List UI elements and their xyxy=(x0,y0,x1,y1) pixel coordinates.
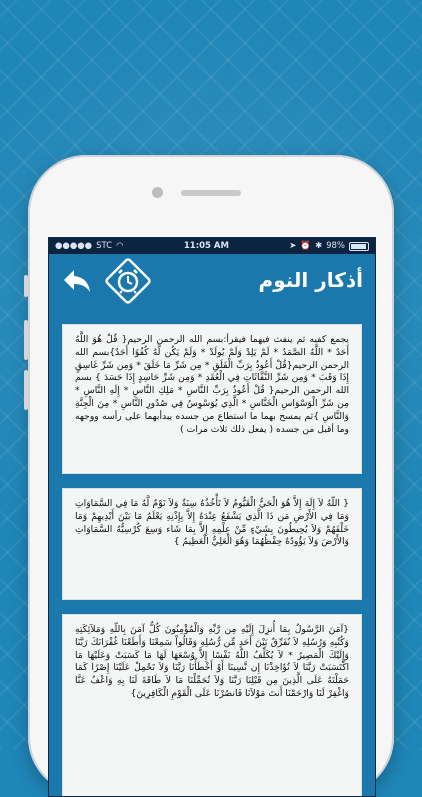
back-arrow-icon xyxy=(62,267,92,295)
page-title: أذكار النوم xyxy=(258,268,363,292)
app-header xyxy=(49,254,375,309)
dhikr-text: {آمَنَ الرَّسُولُ بِمَا أُنزِلَ إِلَيْهِ مِن رَّبِّهِ وَالْمُؤْمِنُونَ كُلٌّ آمَنَ بِاللّهِ وَمَلآئِكَتِهِ وَكُتُبِهِ وَرُسُلِهِ لاَ نُفَرِّقُ بَيْنَ أَحَدٍ مِّن رُّسُلِهِ وَقَالُواْ سَمِعْنَا وَأَطَعْنَا غُفْرَانَكَ رَبَّنَا وَإِلَيْكَ الْمَصِيرُ * لاَ يُكَلِّفُ اللّهُ نَفْسًا إِلاَّ وُسْعَهَا لَهَا مَا كَسَبَتْ وَعَلَيْهَا مَا اكْتَسَبَتْ رَبَّنَا لاَ تُؤَاخِذْنَا إِن نَّسِينَا أَوْ أَخْطَأْنَا رَبَّنَا وَلاَ تَحْمِلْ عَلَيْنَا إِصْرًا كَمَا حَمَلْتَهُ عَلَى الَّذِينَ مِن قَبْلِنَا رَبَّنَا وَلاَ تُحَمِّلْنَا مَا لاَ طَاقَةَ لَنَا بِهِ وَاعْفُ عَنَّا وَاغْفِرْ لَنَا وَارْحَمْنَا أَنتَ مَوْلاَنَا فَانصُرْنَا عَلَى الْقَوْمِ الْكَافِرِينَ} xyxy=(75,624,349,699)
phone-volume-down xyxy=(24,370,28,410)
dhikr-text: يجمع كفيه ثم ينفث فيهما فيقرأ:بسم الله الرحمن الرحيم{ قُلْ هُوَ اللَّهُ أَحَدٌ * اللَّهُ الصَّمَدُ * لَمْ يَلِدْ وَلَمْ يُولَدْ * وَلَمْ يَكُن لَّهُ كُفُوًا أَحَدٌ}بسم الله الرحمن الرحيم{قُلْ أَعُوذُ بِرَبِّ الْفَلَقِ * مِن شَرِّ مَا خَلَقَ * وَمِن شَرِّ غَاسِقٍ إِذَا وَقَبَ * وَمِن شَرِّ النَّفَّاثَاتِ فِي الْعُقَدِ * وَمِن شَرِّ حَاسِدٍ إِذَا حَسَدَ } بسم الله الرحمن الرحيم{ قُلْ أَعُوذُ بِرَبِّ النَّاسِ * مَلِكِ النَّاسِ * إِلَهِ النَّاسِ * مِن شَرِّ الْوَسْوَاسِ الْخَنَّاسِ * الَّذِي يُوَسْوِسُ فِي صُدُورِ النَّاسِ * مِنَ الْجِنَّةِ وَالنَّاسِ }ثم يمسح بهما ما استطاع من جسده يبدأبهما على رأسه ووجهه وما أقبل من جسده ( يفعل ذلك ثلاث مرات ) xyxy=(75,334,349,435)
bluetooth-icon: ✱ xyxy=(314,241,323,251)
alarm-status-icon: ⏰ xyxy=(300,241,311,251)
location-icon: ➤ xyxy=(289,241,297,251)
content-list[interactable] xyxy=(49,308,375,796)
dhikr-card[interactable] xyxy=(62,614,362,796)
signal-icon: ●●●●● xyxy=(55,241,93,251)
phone-speaker xyxy=(181,190,241,196)
battery-percent: 98% xyxy=(326,241,345,251)
phone-frame xyxy=(28,155,394,795)
dhikr-text: { اللّهُ لاَ إِلَهَ إِلاَّ هُوَ الْحَيُّ الْقَيُّومُ لاَ تَأْخُذُهُ سِنَةٌ وَلاَ نَوْمٌ لَّهُ مَا فِي السَّمَاوَاتِ وَمَا فِي الأَرْضِ مَن ذَا الَّذِي يَشْفَعُ عِنْدَهُ إِلاَّ بِإِذْنِهِ يَعْلَمُ مَا بَيْنَ أَيْدِيهِمْ وَمَا خَلْفَهُمْ وَلاَ يُحِيطُونَ بِشَيْءٍ مِّنْ عِلْمِهِ إِلاَّ بِمَا شَاء وَسِعَ كُرْسِيُّهُ السَّمَاوَاتِ وَالأَرْضَ وَلاَ يَؤُودُهُ حِفْظُهُمَا وَهُوَ الْعَلِيُّ الْعَظِيمُ } xyxy=(75,498,349,548)
phone-volume-up xyxy=(24,320,28,360)
status-bar xyxy=(49,238,375,254)
wifi-icon: ◠ xyxy=(116,241,124,251)
app-screen xyxy=(48,237,376,797)
phone-camera xyxy=(152,187,163,198)
back-button[interactable] xyxy=(59,264,95,298)
clock-label: 11:05 AM xyxy=(183,241,229,251)
dhikr-card[interactable] xyxy=(62,324,362,474)
dhikr-card[interactable] xyxy=(62,488,362,600)
carrier-label: STC xyxy=(96,241,113,251)
alarm-button[interactable] xyxy=(105,258,151,304)
alarm-clock-icon xyxy=(105,258,151,304)
battery-icon xyxy=(349,242,369,251)
phone-silent-switch xyxy=(24,275,28,297)
